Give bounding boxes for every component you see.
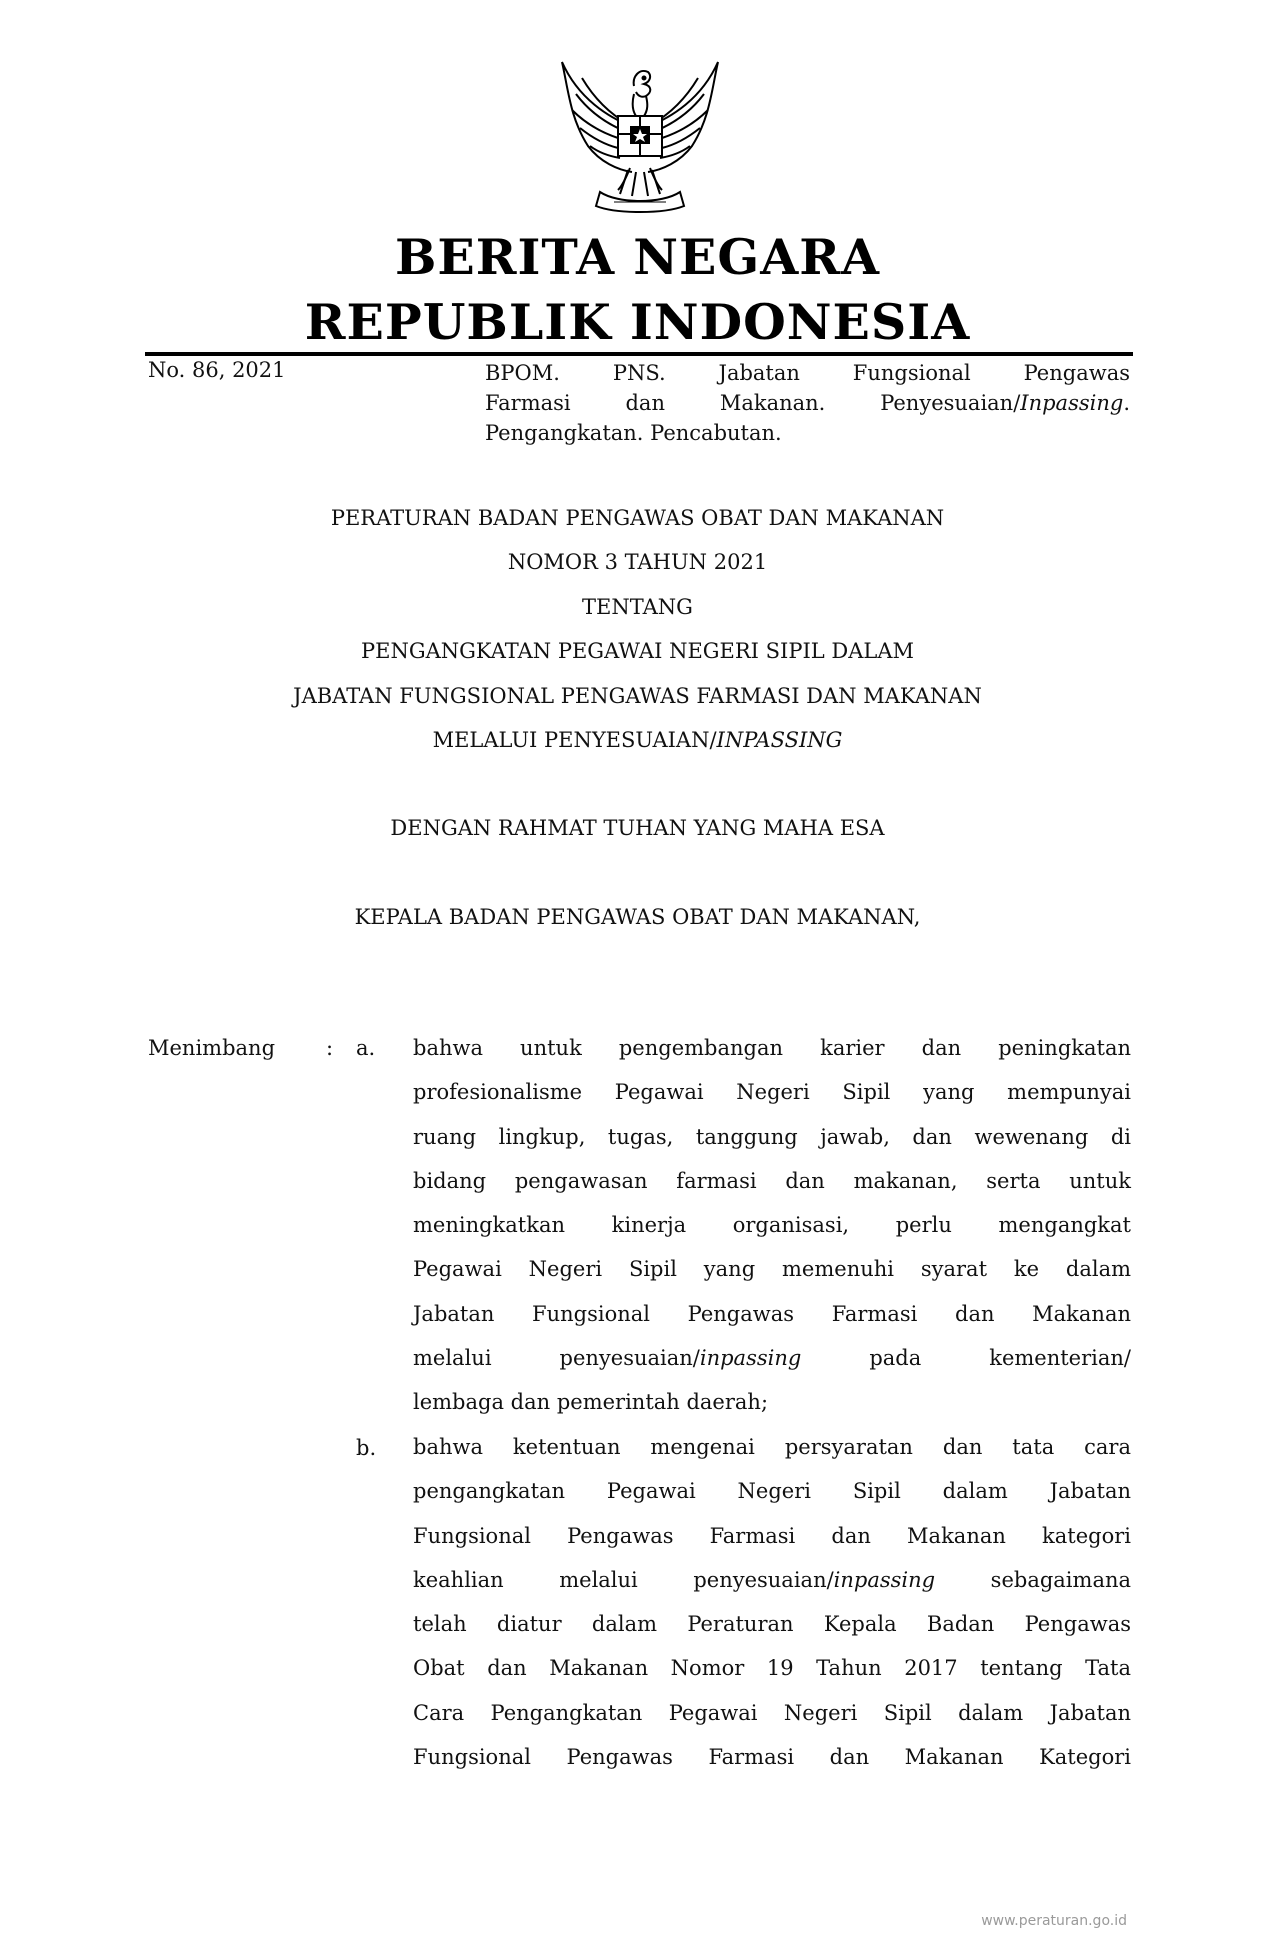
masthead-title: BERITA NEGARA xyxy=(394,228,880,286)
masthead-divider xyxy=(145,352,1133,356)
considering-label: Menimbang xyxy=(148,1036,276,1060)
gazette-number: No. 86, 2021 xyxy=(148,358,286,382)
item-a-text: bahwa untuk pengembangan karier dan peningkatan profesionalisme Pegawai Negeri Sipil yang mempunyai ruang lingkup, tugas, tanggung jawab, dan wewenang di bidang pengawasan farmasi dan makanan, serta untuk meningkatkan kinerja organisasi, perlu mengangkat Pegawai Negeri Sipil yang memenuhi syarat ke dalam Jabatan Fungsional Pengawas Farmasi dan Makanan melalui penyesuaian/inpassing pada kementerian/ lembaga dan pemerintah daerah; xyxy=(413,1036,1131,1415)
gazette-subject-line: Pengangkatan. Pencabutan. xyxy=(485,421,782,445)
garuda-pancasila-emblem-icon xyxy=(548,58,732,216)
regulation-subject-line: PENGANGKATAN PEGAWAI NEGERI SIPIL DALAM xyxy=(360,639,914,663)
regulation-subject-line: JABATAN FUNGSIONAL PENGAWAS FARMASI DAN MAKANAN xyxy=(293,684,982,708)
item-b-marker: b. xyxy=(356,1436,377,1460)
regulation-about: TENTANG xyxy=(582,595,693,619)
regulation-number: NOMOR 3 TAHUN 2021 xyxy=(507,550,768,574)
footer-url: www.peraturan.go.id xyxy=(981,1913,1127,1929)
masthead-subtitle: REPUBLIK INDONESIA xyxy=(304,293,971,351)
regulation-title: PERATURAN BADAN PENGAWAS OBAT DAN MAKANAN xyxy=(330,506,945,530)
considering-colon: : xyxy=(326,1036,334,1060)
regulation-subject-line: MELALUI PENYESUAIAN/INPASSING xyxy=(432,728,843,752)
preamble: DENGAN RAHMAT TUHAN YANG MAHA ESA xyxy=(390,816,885,840)
item-b-text: bahwa ketentuan mengenai persyaratan dan tata cara pengangkatan Pegawai Negeri Sipil dalam Jabatan Fungsional Pengawas Farmasi dan Makanan kategori keahlian melalui penyesuaian/inpassing sebagaimana telah diatur dalam Peraturan Kepala Badan Pengawas Obat dan Makanan Nomor 19 Tahun 2017 tentang Tata Cara Pengangkatan Pegawai Negeri Sipil dalam Jabatan Fungsional Pengawas Farmasi dan Makanan Kategori xyxy=(413,1435,1132,1770)
gazette-subject xyxy=(485,358,1130,448)
item-a-marker: a. xyxy=(356,1036,376,1060)
gazette-subject-line: Farmasi dan Makanan. Penyesuaian/Inpassing. xyxy=(485,391,1130,415)
issuer: KEPALA BADAN PENGAWAS OBAT DAN MAKANAN, xyxy=(354,905,921,929)
gazette-subject-line: BPOM. PNS. Jabatan Fungsional Pengawas xyxy=(485,361,1130,385)
